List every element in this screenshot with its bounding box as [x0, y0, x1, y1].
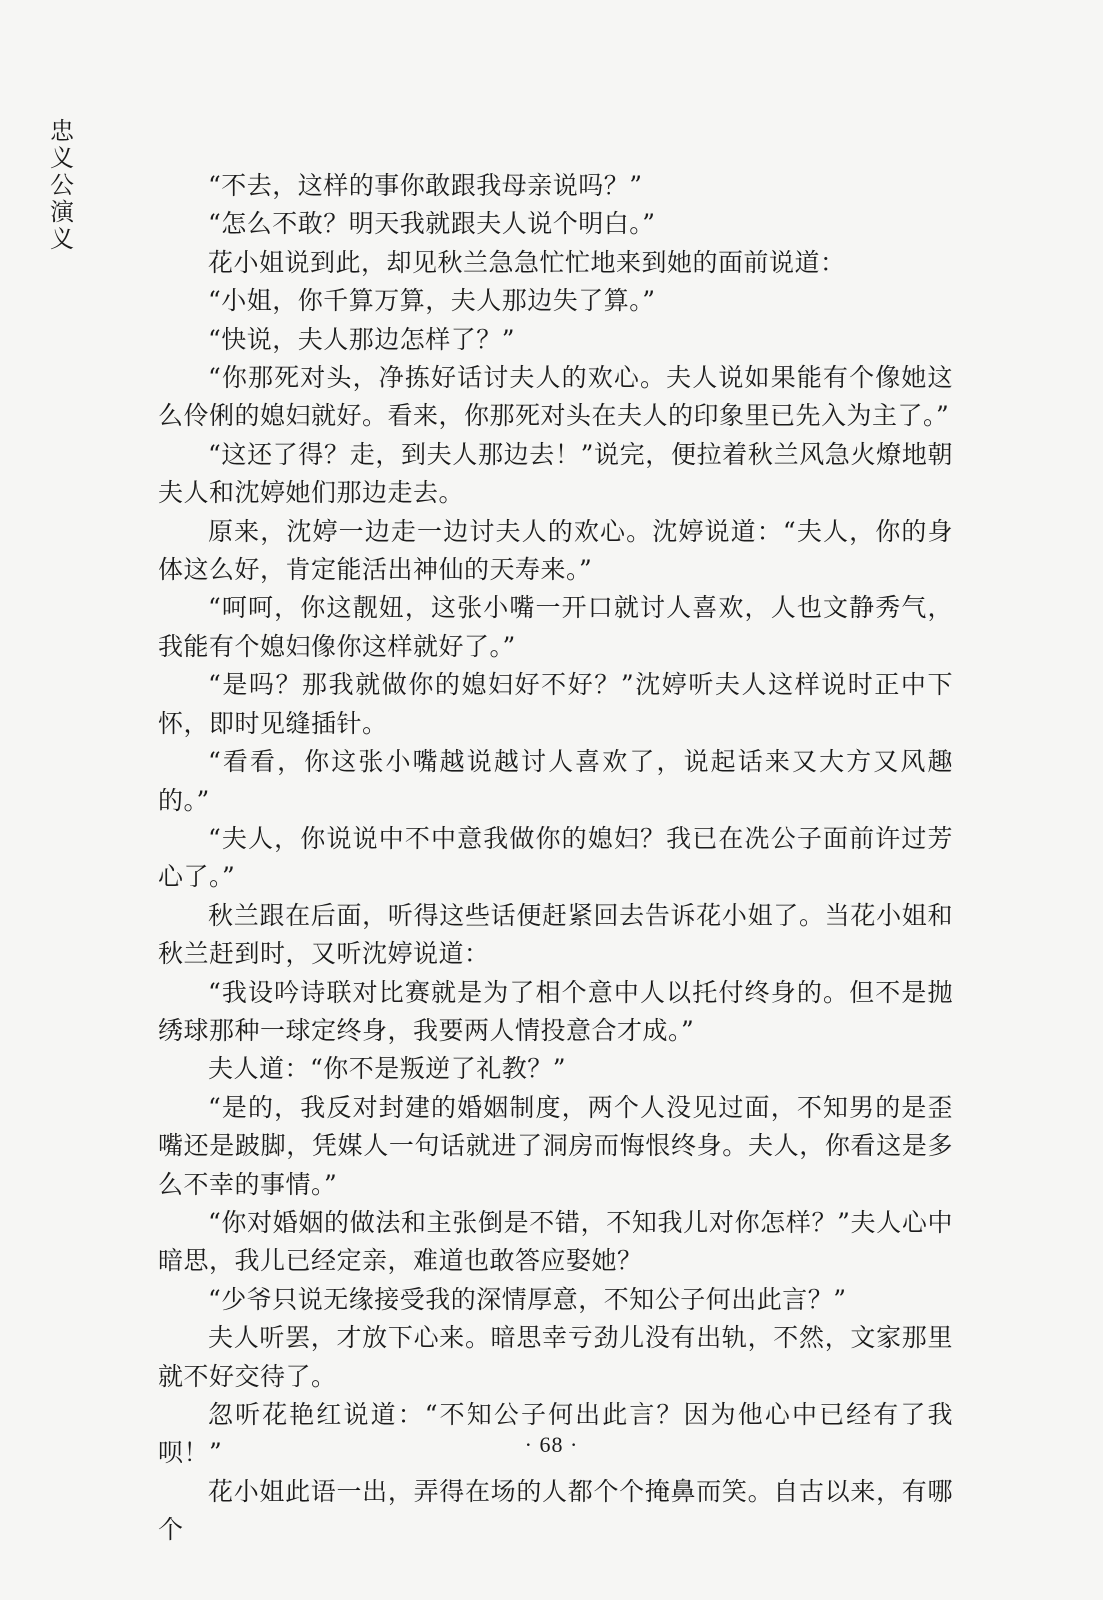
paragraph: 花小姐说到此，却见秋兰急急忙忙地来到她的面前说道： [208, 247, 846, 277]
paragraph: “怎么不敢？明天我就跟夫人说个明白。” [208, 209, 656, 239]
paragraph: “你那死对头，净拣好话讨夫人的欢心。夫人说如果能有个像她这么伶俐的媳妇就好。看来，你那死对头在夫人的印象里已先入为主了。” [158, 363, 953, 431]
paragraph: 秋兰跟在后面，听得这些话便赶紧回去告诉花小姐了。当花小姐和秋兰赶到时，又听沈婷说道： [158, 900, 953, 969]
paragraph: 花小姐此语一出，弄得在场的人都个个掩鼻而笑。自古以来，有哪个 [158, 1476, 953, 1545]
paragraph: 夫人听罢，才放下心来。暗思幸亏劲儿没有出轨，不然，文家那里就不好交待了。 [158, 1323, 953, 1391]
paragraph: “是吗？那我就做你的媳妇好不好？”沈婷听夫人这样说时正中下怀，即时见缝插针。 [158, 670, 953, 738]
running-title-char: 公 [50, 171, 74, 199]
paragraph: “小姐，你千算万算，夫人那边失了算。” [208, 286, 656, 316]
paragraph: “这还了得？走，到夫人那边去！”说完，便拉着秋兰风急火燎地朝夫人和沈婷她们那边走去。 [158, 439, 953, 508]
paragraph: “看看，你这张小嘴越说越讨人喜欢了，说起话来又大方又风趣的。” [158, 747, 953, 815]
paragraph: “是的，我反对封建的婚姻制度，两个人没见过面，不知男的是歪嘴还是跛脚，凭媒人一句话就进了洞房而悔恨终身。夫人，你看这是多么不幸的事情。” [158, 1092, 953, 1199]
paragraph: 忽听花艳红说道：“不知公子何出此言？因为他心中已经有了我呗！” [158, 1400, 953, 1468]
paragraph: “我设吟诗联对比赛就是为了相个意中人以托付终身的。但不是抛绣球那种一球定终身，我要两人情投意合才成。” [158, 977, 953, 1045]
paragraph: “快说，夫人那边怎样了？” [208, 324, 516, 354]
paragraph: “不去，这样的事你敢跟我母亲说吗？” [208, 171, 643, 200]
paragraph: “呵呵，你这靓妞，这张小嘴一开口就讨人喜欢，人也文静秀气，我能有个媳妇像你这样就好了。” [158, 593, 953, 661]
page-number: · 68 · [524, 1432, 579, 1457]
paragraph: 夫人道：“你不是叛逆了礼教？” [208, 1054, 567, 1084]
running-title [47, 118, 77, 253]
running-title-char: 演 [50, 198, 74, 226]
running-title-char: 义 [50, 144, 74, 172]
running-title-char: 义 [50, 225, 74, 253]
paragraph: “你对婚姻的做法和主张倒是不错，不知我儿对你怎样？”夫人心中暗思，我儿已经定亲，难道也敢答应娶她？ [158, 1207, 953, 1276]
running-title-char: 忠 [50, 117, 74, 145]
paragraph: “少爷只说无缘接受我的深情厚意，不知公子何出此言？” [208, 1284, 847, 1314]
body-text [158, 167, 953, 1550]
paragraph: 原来，沈婷一边走一边讨夫人的欢心。沈婷说道：“夫人，你的身体这么好，肯定能活出神仙的天寿来。” [158, 516, 953, 585]
paragraph: “夫人，你说说中不中意我做你的媳妇？我已在冼公子面前许过芳心了。” [158, 823, 953, 892]
